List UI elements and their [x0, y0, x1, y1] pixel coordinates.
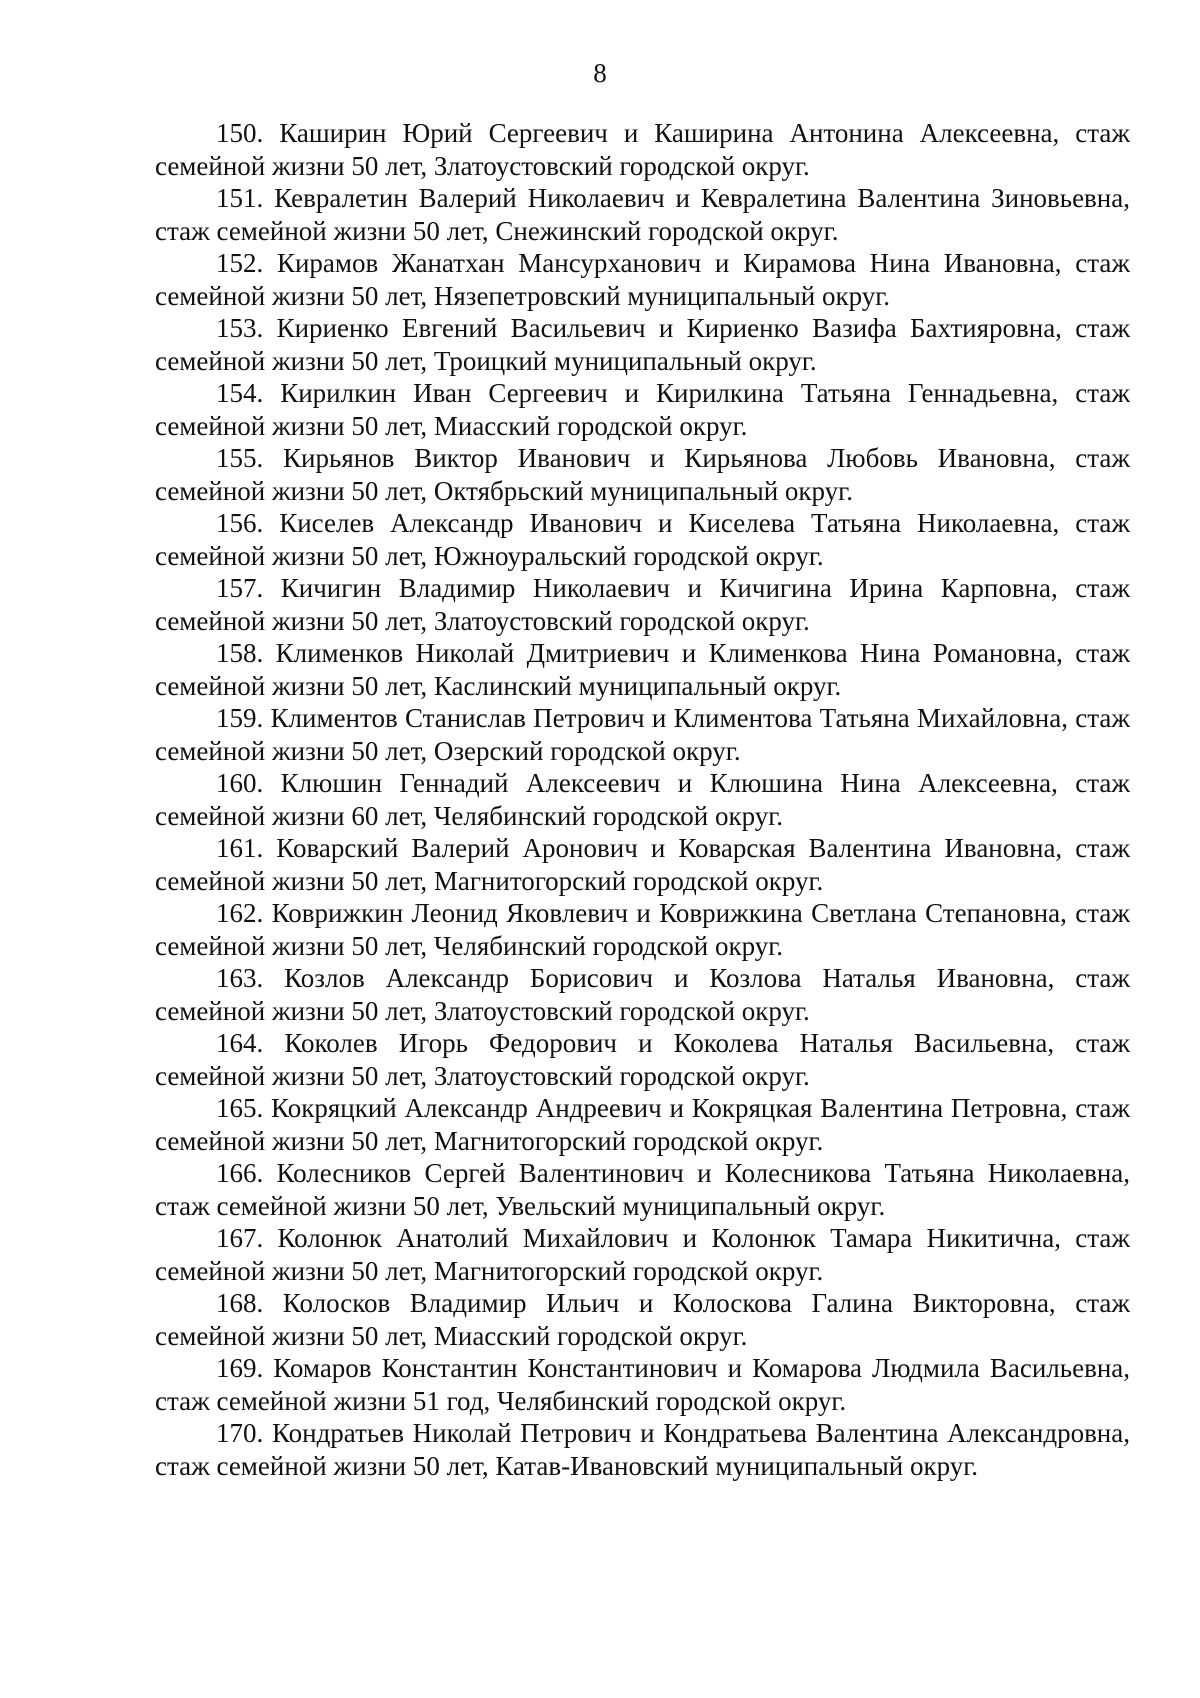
list-item: 167. Колонюк Анатолий Михайлович и Колонюк Тамара Никитична, стаж семейной жизни 50 лет, Магнитогорский городской округ. — [155, 1223, 1130, 1286]
list-item: 152. Кирамов Жанатхан Мансурханович и Кирамова Нина Ивановна, стаж семейной жизни 50 лет, Нязепетровский муниципальный округ. — [155, 248, 1130, 311]
list-item: 166. Колесников Сергей Валентинович и Колесникова Татьяна Николаевна, стаж семейной жизни 50 лет, Увельский муниципальный округ. — [155, 1158, 1130, 1221]
list-item: 165. Кокряцкий Александр Андреевич и Кокряцкая Валентина Петровна, стаж семейной жизни 50 лет, Магнитогорский городской округ. — [155, 1093, 1130, 1156]
list-item: 153. Кириенко Евгений Васильевич и Кириенко Вазифа Бахтияровна, стаж семейной жизни 50 лет, Троицкий муниципальный округ. — [155, 313, 1130, 376]
list-item: 158. Клименков Николай Дмитриевич и Клименкова Нина Романовна, стаж семейной жизни 50 лет, Каслинский муниципальный округ. — [155, 638, 1130, 701]
list-item: 156. Киселев Александр Иванович и Киселева Татьяна Николаевна, стаж семейной жизни 50 лет, Южноуральский городской округ. — [155, 508, 1130, 571]
list-item: 169. Комаров Константин Константинович и Комарова Людмила Васильевна, стаж семейной жизни 51 год, Челябинский городской округ. — [155, 1353, 1130, 1416]
page-number: 8 — [593, 58, 607, 88]
list-item: 170. Кондратьев Николай Петрович и Кондратьева Валентина Александровна, стаж семейной жизни 50 лет, Катав-Ивановский муниципальный округ. — [155, 1418, 1130, 1481]
list-item: 159. Климентов Станислав Петрович и Климентова Татьяна Михайловна, стаж семейной жизни 50 лет, Озерский городской округ. — [155, 703, 1130, 766]
entry-list — [155, 117, 1130, 1482]
list-item: 155. Кирьянов Виктор Иванович и Кирьянова Любовь Ивановна, стаж семейной жизни 50 лет, Октябрьский муниципальный округ. — [155, 443, 1130, 506]
list-item: 168. Колосков Владимир Ильич и Колоскова Галина Викторовна, стаж семейной жизни 50 лет, Миасский городской округ. — [155, 1288, 1130, 1351]
list-item: 157. Кичигин Владимир Николаевич и Кичигина Ирина Карповна, стаж семейной жизни 50 лет, Златоустовский городской округ. — [155, 573, 1130, 636]
list-item: 161. Коварский Валерий Аронович и Коварская Валентина Ивановна, стаж семейной жизни 50 лет, Магнитогорский городской округ. — [155, 833, 1130, 896]
list-item: 154. Кирилкин Иван Сергеевич и Кирилкина Татьяна Геннадьевна, стаж семейной жизни 50 лет, Миасский городской округ. — [155, 378, 1130, 441]
list-item: 151. Кевралетин Валерий Николаевич и Кевралетина Валентина Зиновьевна, стаж семейной жизни 50 лет, Снежинский городской округ. — [155, 183, 1130, 246]
list-item: 164. Коколев Игорь Федорович и Коколева Наталья Васильевна, стаж семейной жизни 50 лет, Златоустовский городской округ. — [155, 1028, 1130, 1091]
list-item: 163. Козлов Александр Борисович и Козлова Наталья Ивановна, стаж семейной жизни 50 лет, Златоустовский городской округ. — [155, 963, 1130, 1026]
list-item: 160. Клюшин Геннадий Алексеевич и Клюшина Нина Алексеевна, стаж семейной жизни 60 лет, Челябинский городской округ. — [155, 768, 1130, 831]
list-item: 150. Каширин Юрий Сергеевич и Каширина Антонина Алексеевна, стаж семейной жизни 50 лет, Златоустовский городской округ. — [155, 118, 1130, 181]
list-item: 162. Коврижкин Леонид Яковлевич и Коврижкина Светлана Степановна, стаж семейной жизни 50 лет, Челябинский городской округ. — [155, 898, 1130, 961]
